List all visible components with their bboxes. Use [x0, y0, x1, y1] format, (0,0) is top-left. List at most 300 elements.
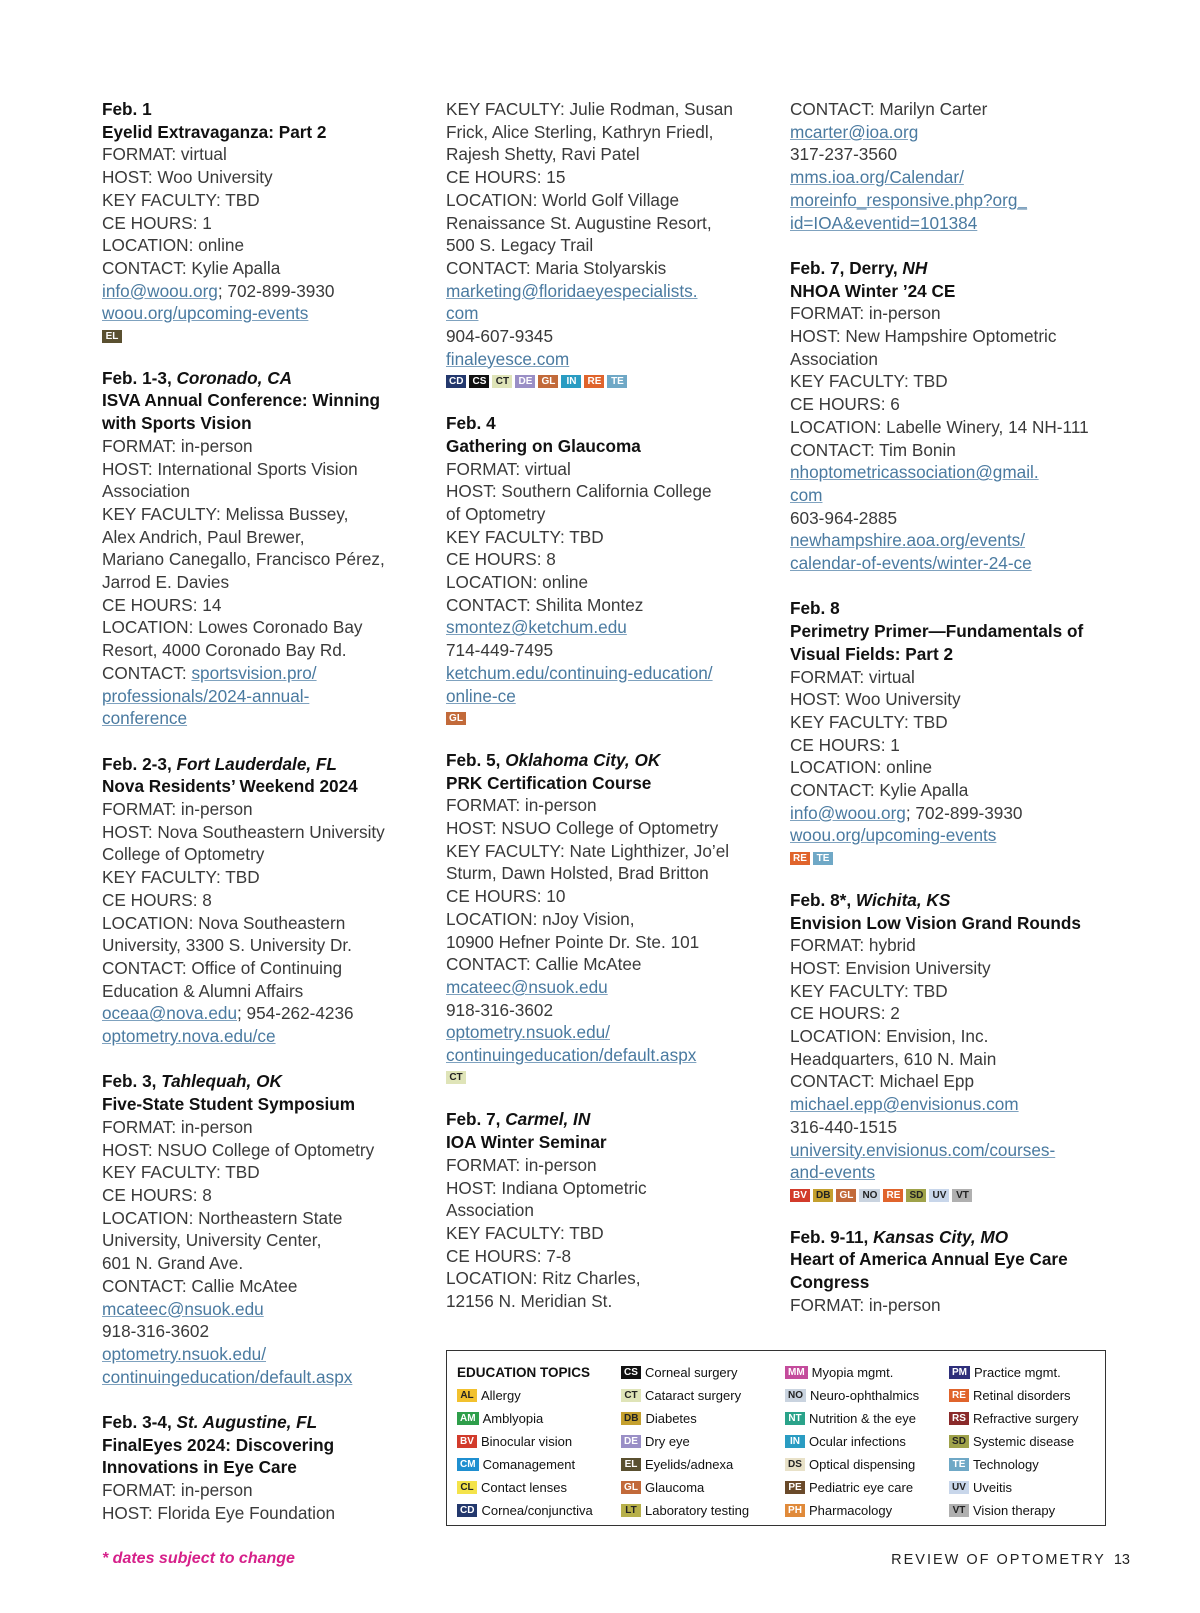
contact-link[interactable]: continuingeducation/default.aspx	[446, 1045, 697, 1066]
event-contact-line	[102, 1320, 432, 1343]
event-detail: College of Optometry	[102, 844, 265, 865]
event-listing	[446, 98, 776, 389]
topic-badge-de: DE	[621, 1435, 641, 1448]
event-detail: FORMAT: in-person	[790, 303, 941, 324]
event-detail: CONTACT: Shilita Montez	[446, 594, 644, 615]
event-detail: CONTACT: Maria Stolyarskis	[446, 257, 667, 278]
event-detail: Jarrod E. Davies	[102, 572, 230, 593]
contact-link[interactable]: mcateec@nsuok.edu	[102, 1298, 264, 1319]
event-contact-line	[790, 1093, 1120, 1116]
legend-label: Glaucoma	[645, 1480, 705, 1495]
contact-text: ; 702-899-3930	[217, 280, 335, 301]
event-detail: LOCATION: online	[446, 572, 589, 593]
topic-badge-pm: PM	[949, 1366, 970, 1379]
event-detail: CE HOURS: 1	[790, 734, 900, 755]
column-3	[790, 98, 1120, 1339]
event-title: Envision Low Vision Grand Rounds	[790, 912, 1081, 933]
legend-label: Binocular vision	[481, 1434, 573, 1449]
legend-item	[457, 1499, 621, 1522]
event-contact-line	[102, 1343, 432, 1366]
event-title: FinalEyes 2024: Discovering	[102, 1434, 335, 1455]
event-listing	[790, 1226, 1120, 1317]
legend-item	[457, 1384, 621, 1407]
event-detail: HOST: Woo University	[790, 689, 961, 710]
topic-badge-el: EL	[102, 330, 122, 343]
event-detail: FORMAT: in-person	[102, 799, 253, 820]
legend-item	[457, 1430, 621, 1453]
contact-text: 714-449-7495	[446, 640, 554, 661]
event-detail: FORMAT: in-person	[790, 1294, 941, 1315]
event-detail: LOCATION: online	[790, 757, 933, 778]
contact-link[interactable]: smontez@ketchum.edu	[446, 617, 627, 638]
event-contact-line	[446, 1021, 776, 1044]
event-date-text: Feb. 3,	[102, 1071, 162, 1092]
legend-column	[785, 1361, 949, 1522]
event-detail: CE HOURS: 8	[102, 1185, 212, 1205]
event-listing	[102, 1411, 432, 1525]
event-detail: FORMAT: in-person	[102, 1480, 253, 1501]
event-date-text: Feb. 9-11,	[790, 1226, 874, 1247]
event-title: NHOA Winter ’24 CE	[790, 280, 956, 301]
event-contact-line	[446, 639, 776, 662]
event-date	[102, 367, 432, 390]
topic-badge-sd: SD	[949, 1435, 969, 1448]
contact-link[interactable]: conference	[102, 708, 188, 729]
contact-link[interactable]: mms.ioa.org/Calendar/	[790, 167, 964, 188]
event-detail: CE HOURS: 6	[790, 394, 900, 415]
topic-badges	[446, 373, 776, 389]
contact-link[interactable]: com	[790, 484, 823, 505]
event-place: Oklahoma City, OK	[505, 749, 661, 770]
event-detail: Sturm, Dawn Holsted, Brad Britton	[446, 863, 709, 884]
event-date	[446, 749, 776, 772]
contact-link[interactable]: ketchum.edu/continuing-education/	[446, 662, 713, 683]
topic-badge-ct: CT	[621, 1389, 641, 1402]
event-detail: KEY FACULTY: TBD	[446, 1223, 604, 1243]
legend-label: Amblyopia	[482, 1411, 544, 1426]
event-detail: University, 3300 S. University Dr.	[102, 935, 352, 956]
legend-item	[621, 1476, 785, 1499]
event-place: Coronado, CA	[176, 367, 293, 388]
event-detail: CE HOURS: 8	[102, 889, 212, 910]
legend-item	[785, 1499, 949, 1522]
contact-link[interactable]: professionals/2024-annual-	[102, 685, 310, 706]
event-contact-line	[790, 461, 1120, 484]
legend-label: Nutrition & the eye	[809, 1411, 916, 1426]
event-detail: KEY FACULTY: TBD	[102, 867, 260, 888]
legend-label: Cataract surgery	[645, 1388, 742, 1403]
topic-badge-in: IN	[561, 375, 581, 388]
topic-badge-bv: BV	[790, 1189, 810, 1202]
contact-text: ; 702-899-3930	[905, 802, 1023, 823]
event-detail: CONTACT: Marilyn Carter	[790, 99, 988, 119]
legend-label: Myopia mgmt.	[811, 1365, 894, 1380]
event-contact-line	[102, 685, 432, 708]
event-title: IOA Winter Seminar	[446, 1132, 607, 1153]
event-listing	[446, 749, 776, 1086]
event-listing	[790, 257, 1120, 575]
contact-link[interactable]: mcateec@nsuok.edu	[446, 976, 608, 997]
topic-badge-te: TE	[813, 852, 833, 865]
event-detail: CE HOURS: 14	[102, 594, 222, 615]
event-contact-line	[446, 616, 776, 639]
contact-link[interactable]: marketing@floridaeyespecialists.	[446, 280, 698, 301]
legend-item	[621, 1361, 785, 1384]
contact-text: CONTACT:	[102, 662, 192, 683]
topic-badge-lt: LT	[621, 1504, 641, 1517]
contact-link[interactable]: oceaa@nova.edu	[102, 1003, 237, 1024]
event-detail: FORMAT: hybrid	[790, 935, 916, 956]
event-title: ISVA Annual Conference: Winning	[102, 390, 381, 411]
event-detail: CE HOURS: 8	[446, 549, 556, 570]
education-topics-legend	[446, 1350, 1106, 1526]
event-detail: FORMAT: virtual	[446, 458, 571, 479]
event-detail: CONTACT: Kylie Apalla	[102, 257, 281, 278]
event-date	[102, 753, 432, 776]
event-listing	[790, 98, 1120, 234]
contact-link[interactable]: michael.epp@envisionus.com	[790, 1094, 1019, 1115]
legend-item	[785, 1430, 949, 1453]
legend-label: Neuro-ophthalmics	[810, 1388, 920, 1403]
event-contact-line	[102, 1025, 432, 1048]
event-detail: FORMAT: virtual	[102, 144, 227, 165]
event-contact-line	[790, 121, 1120, 144]
event-contact-line	[790, 143, 1120, 166]
legend-column	[457, 1361, 621, 1522]
legend-item	[949, 1430, 1099, 1453]
event-detail: 12156 N. Meridian St.	[446, 1291, 613, 1312]
event-date	[790, 597, 1120, 620]
contact-link[interactable]: and-events	[790, 1162, 876, 1183]
event-contact-line	[102, 1002, 432, 1025]
contact-link[interactable]: online-ce	[446, 685, 516, 706]
event-listing	[790, 597, 1120, 866]
event-detail: Education & Alumni Affairs	[102, 980, 304, 1001]
event-date-text: Feb. 4	[446, 413, 496, 434]
topic-badge-ph: PH	[785, 1504, 805, 1517]
event-detail: LOCATION: Labelle Winery, 14 NH-111	[790, 416, 1089, 437]
contact-link[interactable]: sportsvision.pro/	[191, 662, 317, 683]
event-contact-line	[446, 280, 776, 303]
contact-link[interactable]: finaleyesce.com	[446, 348, 570, 369]
contact-link[interactable]: optometry.nova.edu/ce	[102, 1026, 276, 1047]
event-detail: Association	[446, 1200, 534, 1221]
topic-badge-no: NO	[785, 1389, 806, 1402]
event-detail: 10900 Hefner Pointe Dr. Ste. 101	[446, 931, 700, 952]
legend-item	[949, 1453, 1099, 1476]
legend-item	[457, 1407, 621, 1430]
contact-link[interactable]: university.envisionus.com/courses-	[790, 1139, 1056, 1160]
topic-badge-te: TE	[949, 1458, 969, 1471]
event-detail: Mariano Canegallo, Francisco Pérez,	[102, 549, 385, 570]
legend-label: Laboratory testing	[645, 1503, 750, 1518]
page-number: 13	[1113, 1552, 1130, 1568]
event-listing	[102, 1070, 432, 1388]
contact-link[interactable]: newhampshire.aoa.org/events/	[790, 530, 1026, 551]
event-detail: Frick, Alice Sterling, Kathryn Friedl,	[446, 121, 714, 142]
legend-label: Contact lenses	[481, 1480, 567, 1495]
topic-badge-ct: CT	[446, 1071, 466, 1084]
event-place: St. Augustine, FL	[176, 1412, 318, 1433]
event-listing	[102, 98, 432, 344]
legend-label: Systemic disease	[973, 1434, 1075, 1449]
event-title: Perimetry Primer—Fundamentals of	[790, 621, 1084, 642]
legend-item	[949, 1384, 1099, 1407]
event-contact-line	[790, 552, 1120, 575]
event-contact-line	[102, 662, 432, 685]
event-detail: Resort, 4000 Coronado Bay Rd.	[102, 640, 347, 661]
legend-label: Cornea/conjunctiva	[481, 1503, 593, 1518]
topic-badge-vt: VT	[949, 1504, 969, 1517]
event-date	[790, 257, 1120, 280]
footnote: * dates subject to change	[102, 1550, 295, 1567]
legend-label: Pediatric eye care	[809, 1480, 914, 1495]
event-contact-line	[102, 1298, 432, 1321]
event-contact-line	[446, 1044, 776, 1067]
legend-item	[785, 1384, 949, 1407]
event-detail: FORMAT: in-person	[446, 1154, 597, 1175]
topic-badge-uv: UV	[929, 1189, 949, 1202]
event-contact-line	[446, 348, 776, 371]
event-contact-line	[790, 824, 1120, 847]
legend-column	[621, 1361, 785, 1522]
legend-label: Eyelids/adnexa	[645, 1457, 734, 1472]
legend-label: Ocular infections	[809, 1434, 906, 1449]
event-contact-line	[102, 707, 432, 730]
event-date-text: Feb. 8*,	[790, 889, 856, 910]
legend-label: Technology	[973, 1457, 1039, 1472]
event-contact-line	[102, 302, 432, 325]
contact-text: 918-316-3602	[446, 999, 554, 1020]
event-detail: CONTACT: Office of Continuing	[102, 957, 343, 978]
event-contact-line	[446, 662, 776, 685]
event-detail: CONTACT: Callie McAtee	[102, 1275, 298, 1296]
topic-badge-ds: DS	[785, 1458, 805, 1471]
contact-link[interactable]: nhoptometricassociation@gmail.	[790, 462, 1039, 483]
event-title: Visual Fields: Part 2	[790, 643, 954, 664]
legend-item	[949, 1361, 1099, 1384]
legend-column	[949, 1361, 1099, 1522]
event-contact-line	[790, 484, 1120, 507]
publication-name: REVIEW OF OPTOMETRY	[891, 1552, 1106, 1568]
topic-badge-no: NO	[859, 1189, 880, 1202]
event-place: Kansas City, MO	[873, 1226, 1009, 1247]
event-detail: CE HOURS: 10	[446, 886, 566, 907]
event-detail: 601 N. Grand Ave.	[102, 1253, 244, 1274]
event-detail: HOST: Indiana Optometric	[446, 1177, 647, 1198]
contact-link[interactable]: info@woou.org	[790, 802, 906, 823]
event-detail: HOST: Florida Eye Foundation	[102, 1502, 336, 1523]
event-contact-line	[790, 166, 1120, 189]
event-date-text: Feb. 7,	[446, 1109, 506, 1130]
event-detail: HOST: New Hampshire Optometric	[790, 326, 1057, 347]
event-detail: HOST: Southern California College	[446, 481, 712, 502]
topic-badges	[790, 1187, 1120, 1203]
legend-item	[949, 1499, 1099, 1522]
legend-label: Pharmacology	[809, 1503, 893, 1518]
topic-badge-te: TE	[607, 375, 627, 388]
topic-badges	[446, 710, 776, 726]
event-detail: KEY FACULTY: TBD	[790, 980, 948, 1001]
legend-label: Diabetes	[645, 1411, 697, 1426]
event-detail: KEY FACULTY: Nate Lighthizer, Jo’el	[446, 840, 730, 861]
event-contact-line	[790, 189, 1120, 212]
event-detail: HOST: NSUO College of Optometry	[446, 818, 719, 839]
event-title: Heart of America Annual Eye Care	[790, 1249, 1068, 1270]
topic-badge-gl: GL	[621, 1481, 641, 1494]
legend-item	[785, 1361, 949, 1384]
legend-label: Uveitis	[973, 1480, 1013, 1495]
topic-badge-pe: PE	[785, 1481, 805, 1494]
event-detail: CONTACT: Callie McAtee	[446, 954, 642, 975]
event-detail: HOST: Woo University	[102, 167, 273, 188]
topic-badge-ct: CT	[492, 375, 512, 388]
event-detail: CE HOURS: 7-8	[446, 1245, 572, 1266]
contact-link[interactable]: moreinfo_responsive.php?org_	[790, 189, 1027, 210]
topic-badge-sd: SD	[906, 1189, 926, 1202]
legend-label: Dry eye	[645, 1434, 690, 1449]
event-title: with Sports Vision	[102, 413, 252, 434]
legend-item	[949, 1407, 1099, 1430]
topic-badge-el: EL	[621, 1458, 641, 1471]
topic-badge-gl: GL	[538, 375, 558, 388]
contact-link[interactable]: com	[446, 303, 479, 324]
column-2	[446, 98, 776, 1336]
event-detail: LOCATION: Nova Southeastern	[102, 912, 346, 933]
event-contact-line	[790, 1139, 1120, 1162]
event-detail: Association	[790, 348, 878, 369]
event-date-text: Feb. 2-3,	[102, 753, 177, 774]
event-title: Congress	[790, 1272, 870, 1293]
topic-badges	[446, 1070, 776, 1086]
legend-item	[457, 1453, 621, 1476]
contact-link[interactable]: mcarter@ioa.org	[790, 121, 919, 142]
event-listing	[790, 889, 1120, 1203]
legend-label: Corneal surgery	[645, 1365, 738, 1380]
topic-badge-db: DB	[621, 1412, 641, 1425]
event-contact-line	[446, 302, 776, 325]
event-title: Five-State Student Symposium	[102, 1094, 356, 1115]
event-contact-line	[102, 280, 432, 303]
event-detail: LOCATION: Ritz Charles,	[446, 1268, 641, 1289]
event-detail: Association	[102, 481, 190, 502]
contact-link[interactable]: info@woou.org	[102, 280, 218, 301]
event-detail: LOCATION: World Golf Village	[446, 189, 680, 210]
legend-item	[785, 1476, 949, 1499]
column-1	[102, 98, 432, 1547]
event-date	[102, 1070, 432, 1093]
legend-item	[621, 1407, 785, 1430]
topic-badge-db: DB	[813, 1189, 833, 1202]
event-detail: LOCATION: Lowes Coronado Bay	[102, 617, 363, 638]
event-place: Carmel, IN	[505, 1109, 591, 1130]
event-detail: CE HOURS: 1	[102, 212, 212, 233]
event-date	[790, 1226, 1120, 1249]
legend-label: Refractive surgery	[973, 1411, 1079, 1426]
event-date-text: Feb. 5,	[446, 749, 506, 770]
event-detail: LOCATION: Envision, Inc.	[790, 1026, 989, 1047]
contact-text: 317-237-3560	[790, 144, 898, 165]
topic-badge-cs: CS	[621, 1366, 641, 1379]
contact-link[interactable]: id=IOA&eventid=101384	[790, 212, 978, 233]
topic-badge-uv: UV	[949, 1481, 969, 1494]
event-detail: CE HOURS: 2	[790, 1003, 900, 1024]
event-contact-line	[790, 802, 1120, 825]
legend-label: Practice mgmt.	[974, 1365, 1061, 1380]
contact-link[interactable]: optometry.nsuok.edu/	[102, 1343, 267, 1364]
legend-label: Comanagement	[482, 1457, 576, 1472]
event-date-text: Feb. 7, Derry,	[790, 257, 903, 278]
event-date-text: Feb. 1	[102, 99, 152, 119]
topic-badge-re: RE	[883, 1189, 903, 1202]
event-detail: KEY FACULTY: TBD	[102, 189, 260, 210]
event-detail: 500 S. Legacy Trail	[446, 235, 594, 256]
event-listing	[446, 412, 776, 726]
event-detail: KEY FACULTY: TBD	[446, 526, 604, 547]
event-place: NH	[902, 257, 928, 278]
event-detail: CONTACT: Tim Bonin	[790, 439, 956, 460]
legend-label: Retinal disorders	[973, 1388, 1071, 1403]
event-place: Tahlequah, OK	[161, 1071, 282, 1092]
event-detail: Renaissance St. Augustine Resort,	[446, 212, 712, 233]
event-contact-line	[790, 1116, 1120, 1139]
event-contact-line	[790, 212, 1120, 235]
contact-link[interactable]: woou.org/upcoming-events	[102, 303, 309, 324]
legend-label: Optical dispensing	[809, 1457, 916, 1472]
event-contact-line	[790, 1161, 1120, 1184]
topic-badge-cd: CD	[446, 375, 466, 388]
legend-item	[949, 1476, 1099, 1499]
topic-badge-mm: MM	[785, 1366, 808, 1379]
legend-item	[621, 1430, 785, 1453]
event-title: Nova Residents’ Weekend 2024	[102, 776, 358, 797]
event-detail: LOCATION: nJoy Vision,	[446, 908, 635, 929]
event-date	[102, 98, 432, 121]
event-date-text: Feb. 1-3,	[102, 367, 177, 388]
event-contact-line	[102, 1366, 432, 1389]
event-contact-line	[790, 529, 1120, 552]
legend-label: Vision therapy	[973, 1503, 1056, 1518]
event-date-text: Feb. 3-4,	[102, 1412, 177, 1433]
event-place: Wichita, KS	[855, 889, 951, 910]
topic-badge-bv: BV	[457, 1435, 477, 1448]
event-detail: Alex Andrich, Paul Brewer,	[102, 526, 305, 547]
event-detail: CE HOURS: 15	[446, 167, 566, 188]
contact-link[interactable]: calendar-of-events/winter-24-ce	[790, 553, 1032, 574]
event-contact-line	[446, 685, 776, 708]
contact-link[interactable]: woou.org/upcoming-events	[790, 825, 997, 846]
contact-text: 904-607-9345	[446, 326, 554, 347]
event-detail: HOST: NSUO College of Optometry	[102, 1139, 375, 1160]
event-detail: LOCATION: online	[102, 235, 245, 256]
event-listing	[446, 1108, 776, 1312]
event-detail: CONTACT: Michael Epp	[790, 1071, 975, 1092]
legend-heading: EDUCATION TOPICS	[457, 1365, 591, 1380]
event-detail: Headquarters, 610 N. Main	[790, 1048, 997, 1069]
topic-badge-al: AL	[457, 1389, 477, 1402]
legend-item	[621, 1453, 785, 1476]
event-listing	[102, 753, 432, 1048]
topic-badge-nt: NT	[785, 1412, 805, 1425]
topic-badge-cm: CM	[457, 1458, 479, 1471]
topic-badge-cd: CD	[457, 1504, 477, 1517]
contact-link[interactable]: optometry.nsuok.edu/	[446, 1022, 611, 1043]
contact-link[interactable]: continuingeducation/default.aspx	[102, 1366, 353, 1387]
topic-badge-de: DE	[515, 375, 535, 388]
contact-text: 316-440-1515	[790, 1116, 898, 1137]
legend-item	[785, 1407, 949, 1430]
event-detail: of Optometry	[446, 503, 546, 524]
